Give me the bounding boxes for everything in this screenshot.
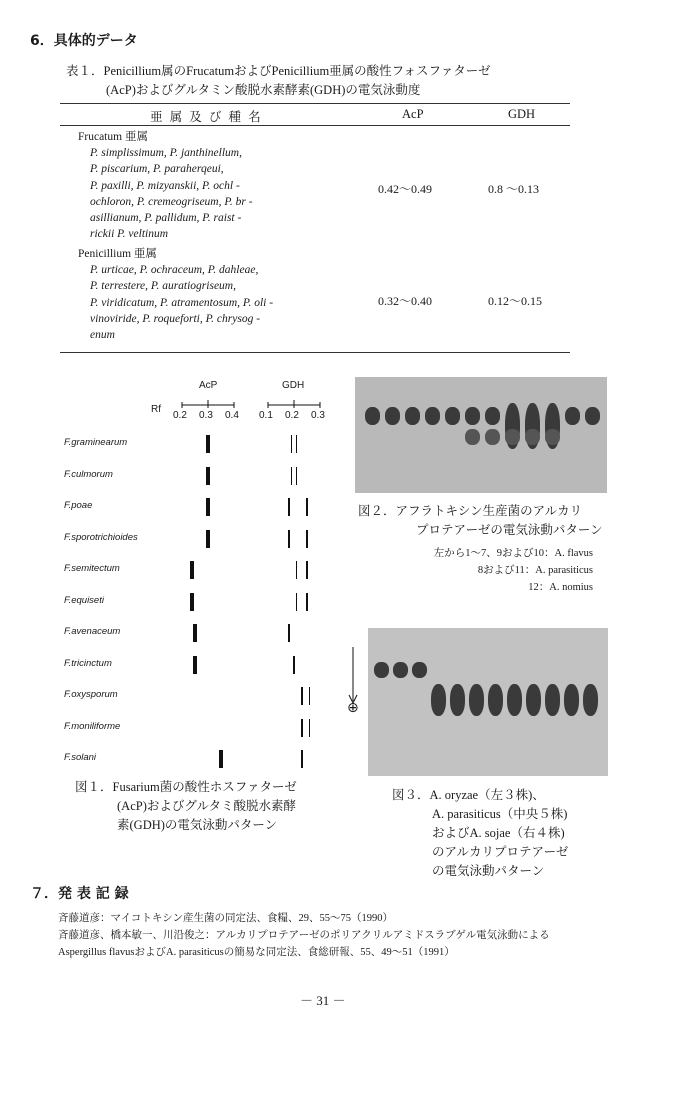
gel-band [564,684,579,716]
gdh-band [296,561,298,579]
fig1-rf-label: Rf [151,404,161,415]
gdh-band [288,624,290,642]
figure2-gel-photo [355,377,607,493]
fig1-row-label: F.semitectum [64,563,120,574]
gdh-band [301,719,303,737]
table-bottom-rule [60,352,570,353]
gdh-band [301,750,303,768]
gel-band [450,684,465,716]
table-header-acp: AcP [402,107,424,121]
figure2-notes [378,545,593,596]
acp-tick-label: 0.2 [173,410,187,421]
acp-band [190,593,194,611]
gdh-band [306,593,308,611]
acp-band [190,561,194,579]
fig2-note-line2: 8および11：A. parasiticus [477,565,593,576]
gel-band [465,407,480,425]
section-6-heading: 6．具体的データ [30,33,138,49]
fig3-caption-line1: 図３．A. oryzae（左３株)、 [392,788,545,802]
species-line: vinoviride, P. roqueforti, P. chrysog - [90,312,261,325]
plus-electrode-icon: ⊕ [347,700,359,716]
figure1-caption [75,778,297,835]
species-line: rickii P. veltinum [90,228,169,241]
table1-caption-line1: 表１．Penicillium属のFrucatumおよびPenicillium亜属の酸性フォスファターゼ [66,64,491,78]
gdh-band [291,435,293,453]
fig1-row-label: F.equiseti [64,594,104,606]
gel-band [385,407,400,425]
gel-band [525,429,540,445]
fig3-caption-line5: の電気泳動パターン [432,864,545,878]
gel-band [545,684,560,716]
gdh-tick-label: 0.1 [259,410,273,421]
fig3-caption-line3: およびA. sojae（右４株) [432,826,565,840]
figure3-gel-photo [368,628,608,776]
gel-band [507,684,522,716]
fig2-note-line3: 12：A. nomius [528,582,593,593]
gdh-band [293,656,295,674]
subgenus-title: Penicillium 亜属 [78,248,157,260]
species-line: enum [90,329,115,342]
species-line: P. simplissimum, P. janthinellum, [90,147,242,160]
gdh-tick-label: 0.2 [285,410,299,421]
gel-band [469,684,484,716]
species-line: asillianum, P. pallidum, P. raist - [90,212,242,225]
table-row-frucatum [78,129,378,242]
fig1-row-label: F.avenaceum [64,626,121,637]
gdh-value: 0.8 ～0.13 [488,182,540,196]
gel-band [505,429,520,445]
acp-band [206,498,210,516]
gel-band [565,407,580,425]
gel-band [488,684,503,716]
gdh-band [306,530,308,548]
fig1-caption-line1: 図１．Fusarium菌の酸性ホスファターゼ [75,780,297,794]
reference-item: 斉藤道彦、橋本敏一、川沿俊之：アルカリプロテアーゼのポリアクリルアミドスラブゲル電気泳動による [58,930,550,941]
gel-band [412,662,427,678]
gdh-band [309,687,311,705]
fig1-row-label: F.culmorum [64,468,113,480]
gdh-band [288,498,290,516]
gel-band [393,662,408,678]
page-number: － 31 － [300,993,346,1008]
species-line: P. piscarium, P. paraherqeui, [90,163,224,176]
gdh-band [296,435,298,453]
fig1-row-label: F.solani [64,752,97,763]
gel-band [374,662,389,678]
figure1-zymogram [58,378,348,768]
acp-value: 0.32～0.40 [378,294,433,308]
table-top-rule [60,103,570,104]
section-7-heading: ７．発 表 記 録 [30,886,129,902]
reference-item: 斉藤道彦：マイコトキシン産生菌の同定法、食糧、29、55～75（1990） [58,913,394,924]
fig1-header-acp: AcP [199,380,218,391]
gel-band [585,407,600,425]
gel-band [545,429,560,445]
gdh-band [306,561,308,579]
table1-caption-line2: (AcP)およびグルタミン酸脱水素酵素(GDH)の電気泳動度 [106,83,421,97]
figure2-caption [358,502,603,540]
fig1-row-label: F.tricinctum [64,657,112,669]
subgenus-title: Frucatum 亜属 [78,131,148,143]
gel-band [405,407,420,425]
species-line: P. terrestere, P. auratiogriseum, [90,280,236,293]
gdh-value: 0.12～0.15 [488,294,543,308]
gdh-band [296,593,298,611]
fig1-caption-line3: 素(GDH)の電気泳動パターン [117,818,278,832]
species-line: ochloron, P. cremeogriseum, P. br - [90,195,253,208]
figure3-caption [392,786,568,881]
acp-band [219,750,223,768]
table-row-penicillium [78,246,378,343]
gel-band [485,407,500,425]
table-header-species: 亜 属 及 び 種 名 [150,110,263,124]
fig3-caption-line2: A. parasiticus（中央５株) [432,807,568,821]
gel-band [365,407,380,425]
table-header-gdh: GDH [508,107,536,121]
acp-tick-label: 0.4 [225,410,239,421]
species-line: P. urticae, P. ochraceum, P. dahleae, [90,264,259,277]
fig2-caption-line2: プロテアーゼの電気泳動パターン [416,523,603,537]
acp-tick-label: 0.3 [199,410,213,421]
gdh-band [306,498,308,516]
gel-band [526,684,541,716]
fig1-row-label: F.graminearum [64,437,128,448]
fig1-row-label: F.poae [64,500,93,511]
reference-item: Aspergillus flavusおよびA. parasiticusの簡易な同定法、食総研報、55、49～51（1991） [58,947,455,958]
gdh-tick-label: 0.3 [311,410,325,421]
acp-band [193,656,197,674]
acp-band [206,467,210,485]
fig1-header-gdh: GDH [282,380,305,391]
species-line: P. viridicatum, P. atramentosum, P. oli - [90,296,274,309]
acp-band [193,624,197,642]
gel-band [485,429,500,445]
acp-band [206,530,210,548]
acp-value: 0.42～0.49 [378,182,433,196]
gel-band [431,684,446,716]
fig1-row-label: F.sporotrichioides [64,531,138,543]
fig2-note-line1: 左から1～7、9および10：A. flavus [433,548,593,559]
acp-band [206,435,210,453]
table1-caption [66,62,626,100]
gdh-band [296,467,298,485]
fig1-caption-line2: (AcP)およびグルタミ酸脱水素酵 [117,799,296,813]
gel-band [425,407,440,425]
gdh-band [309,719,311,737]
gdh-band [288,530,290,548]
gdh-band [301,687,303,705]
fig1-row-label: F.oxysporum [64,689,118,700]
fig2-caption-line1: 図２．アフラトキシン生産菌のアルカリ [358,504,583,518]
fig1-row-label: F.moniliforme [64,720,121,732]
gel-band [445,407,460,425]
gdh-band [291,467,293,485]
table-header-rule [60,125,570,126]
gel-band [465,429,480,445]
gel-band [583,684,598,716]
fig3-caption-line4: のアルカリプロテアーゼ [432,845,569,859]
species-line: P. paxilli, P. mizyanskii, P. ochl - [90,179,240,192]
